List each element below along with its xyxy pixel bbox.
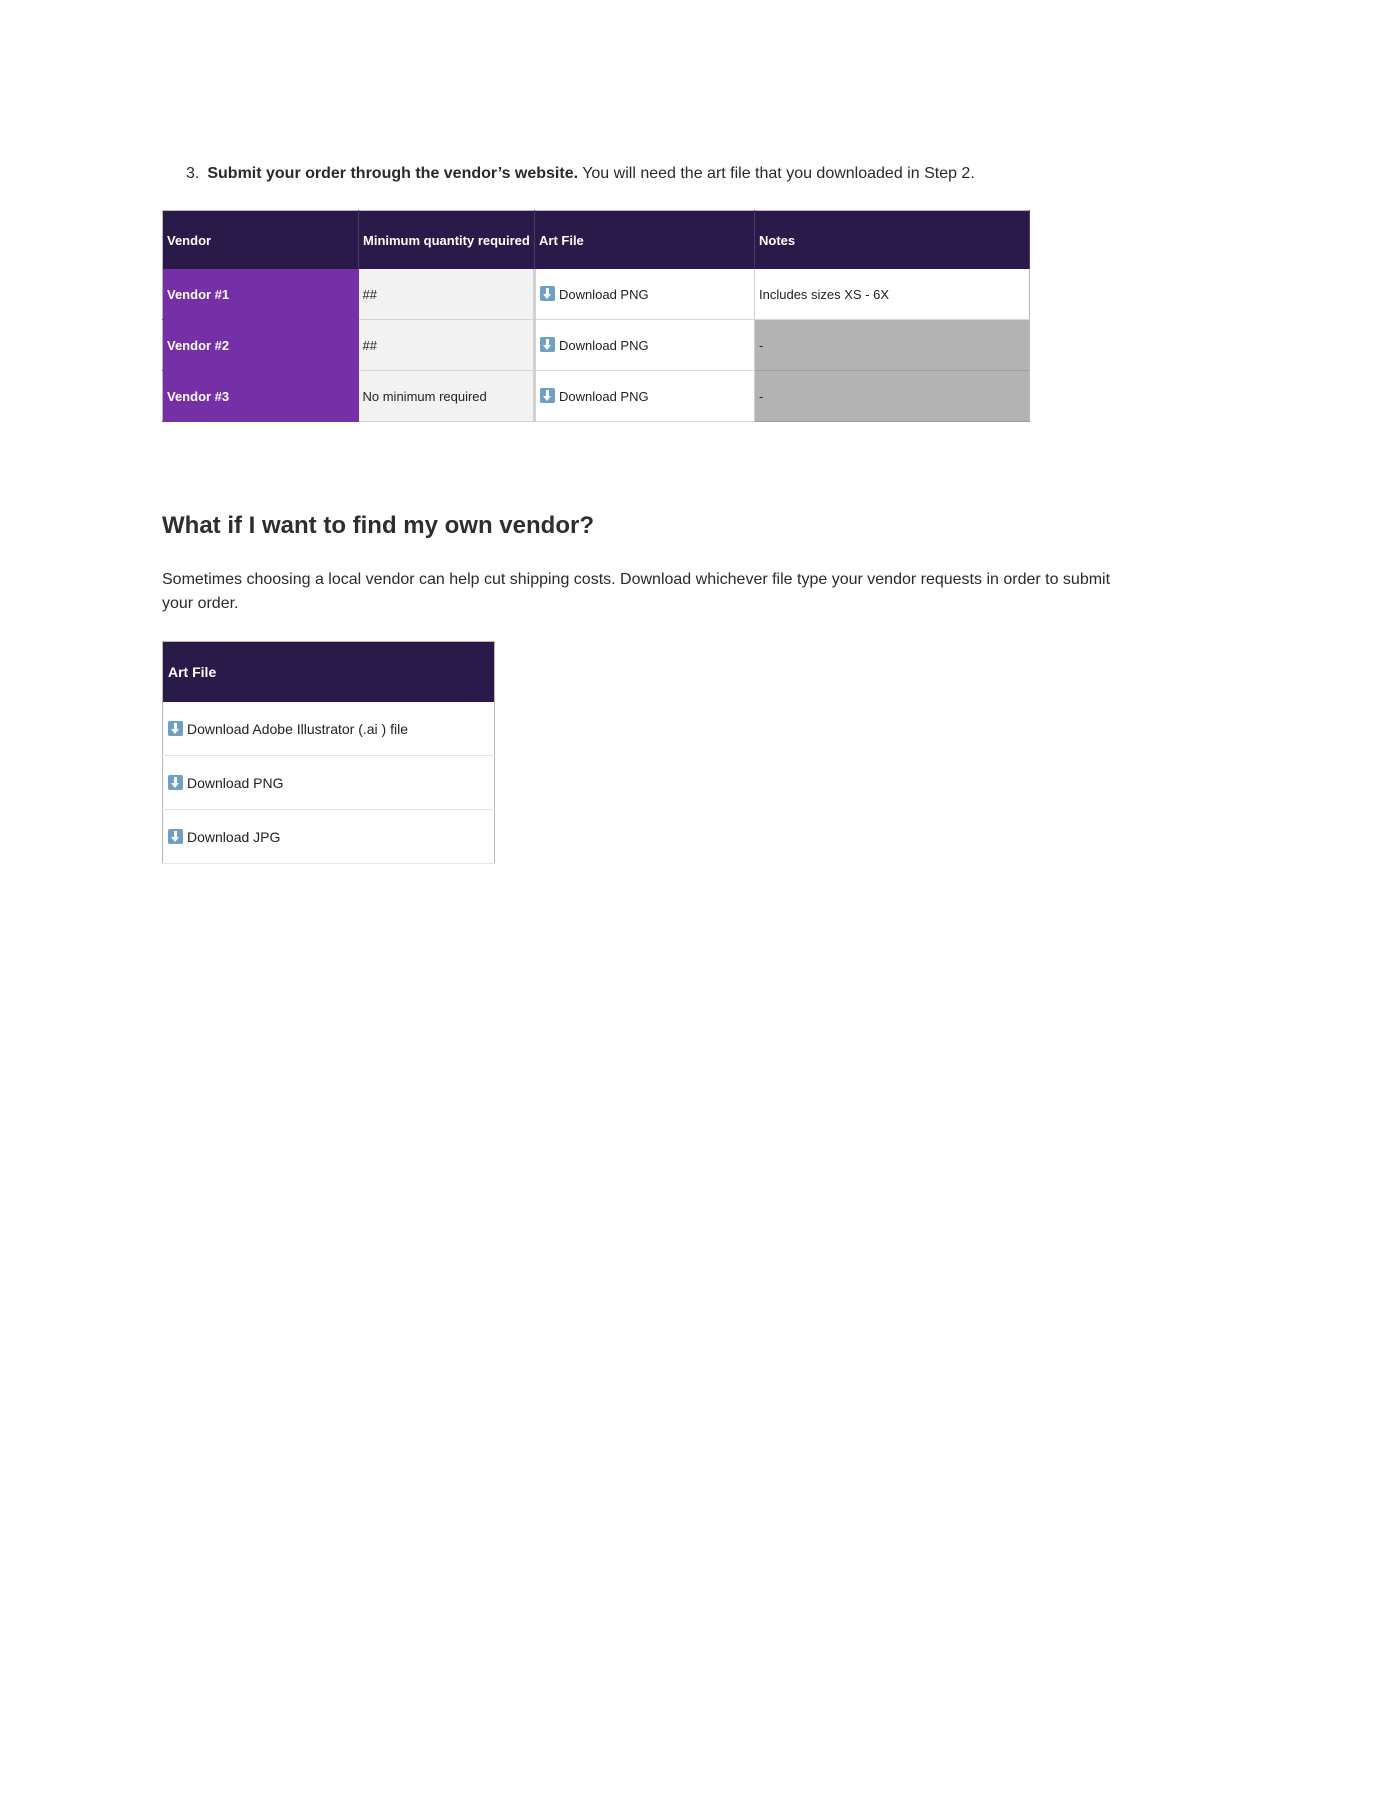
download-arrow-icon <box>168 829 183 844</box>
download-link-label: Download PNG <box>559 389 649 404</box>
minimum-quantity: No minimum required <box>359 371 535 422</box>
minimum-quantity: ## <box>359 269 535 320</box>
download-arrow-icon <box>168 721 183 736</box>
header-art-file: Art File <box>535 211 755 270</box>
download-link-label: Download PNG <box>187 774 284 791</box>
download-png-link[interactable] <box>535 269 755 320</box>
download-png-link[interactable] <box>163 756 495 810</box>
table-row <box>163 810 495 864</box>
download-link-label: Download Adobe Illustrator (.ai ) file <box>187 720 408 737</box>
vendor-table-header-row <box>163 211 1030 270</box>
table-row <box>163 269 1030 320</box>
own-vendor-paragraph: Sometimes choosing a local vendor can help cut shipping costs. Download whichever file type your vendor requests in order to submit your order. <box>162 571 1111 612</box>
download-arrow-icon <box>540 337 555 352</box>
header-vendor: Vendor <box>163 211 359 270</box>
download-link-label: Download PNG <box>559 338 649 353</box>
download-ai-link[interactable] <box>163 702 495 756</box>
table-row <box>163 371 1030 422</box>
own-vendor-heading: What if I want to find my own vendor? <box>162 512 594 539</box>
vendor-table <box>162 210 1030 422</box>
header-art-file: Art File <box>163 642 495 703</box>
vendor-notes: Includes sizes XS - 6X <box>755 269 1030 320</box>
vendor-notes: - <box>755 371 1030 422</box>
step-rest-text: You will need the art file that you downloaded in Step 2. <box>578 165 975 182</box>
vendor-notes: - <box>755 320 1030 371</box>
download-link-label: Download PNG <box>559 287 649 302</box>
table-row <box>163 320 1030 371</box>
step-bold-text: Submit your order through the vendor’s website. <box>207 165 579 182</box>
header-notes: Notes <box>755 211 1030 270</box>
download-png-link[interactable] <box>535 320 755 371</box>
step-number: 3. <box>186 165 200 182</box>
download-png-link[interactable] <box>535 371 755 422</box>
download-arrow-icon <box>540 286 555 301</box>
vendor-name: Vendor #1 <box>163 269 359 320</box>
table-row <box>163 702 495 756</box>
vendor-name: Vendor #2 <box>163 320 359 371</box>
header-minimum-quantity: Minimum quantity required <box>359 211 535 270</box>
download-jpg-link[interactable] <box>163 810 495 864</box>
download-link-label: Download JPG <box>187 828 281 845</box>
table-row <box>163 756 495 810</box>
vendor-name: Vendor #3 <box>163 371 359 422</box>
art-table-header-row <box>163 642 495 703</box>
minimum-quantity: ## <box>359 320 535 371</box>
art-file-table <box>162 641 495 864</box>
download-arrow-icon <box>168 775 183 790</box>
download-arrow-icon <box>540 388 555 403</box>
step-3-instruction <box>186 162 975 186</box>
